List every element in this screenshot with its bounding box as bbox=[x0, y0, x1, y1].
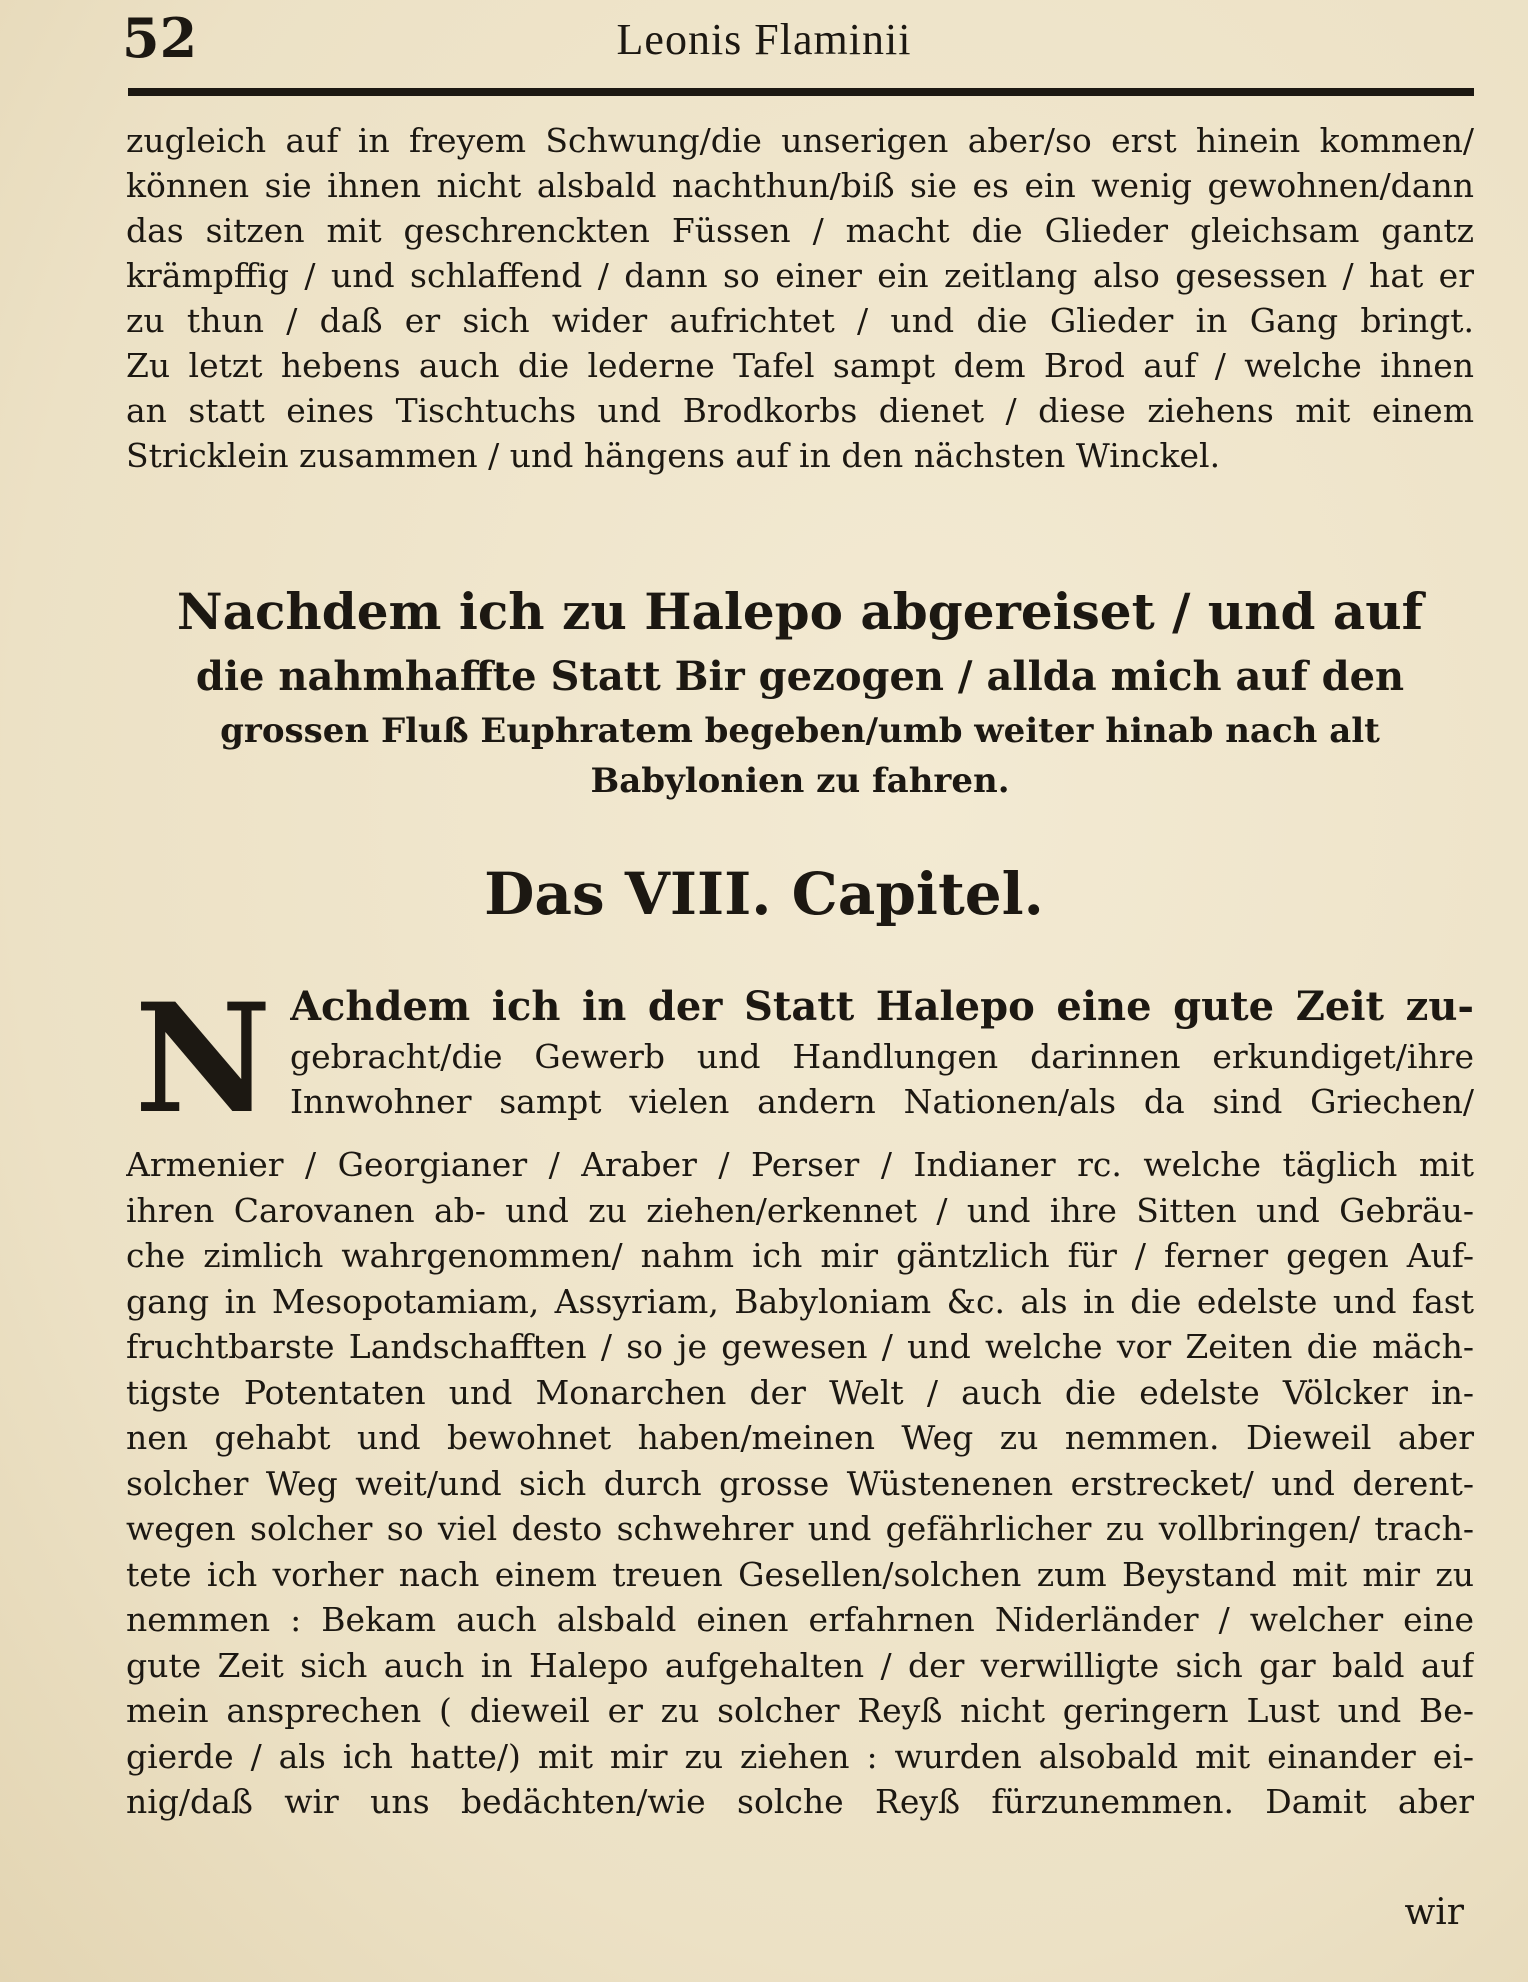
text-line: zu thun / daß er sich wider aufrichtet / und die Glieder in Gang bringt. bbox=[126, 301, 1474, 340]
decorated-initial bbox=[128, 971, 278, 1147]
text-line: zugleich auf in freyem Schwung/die unserigen aber/so erst hinein kommen/ bbox=[126, 121, 1474, 160]
lead-line: Achdem ich in der Statt Halepo eine gute Zeit zu- bbox=[290, 983, 1474, 1030]
chapter-title: Das VIII. Capitel. bbox=[484, 860, 1044, 928]
text-line: nig/daß wir uns bedächten/wie solche Reyß fürzunemmen. Damit aber bbox=[126, 1782, 1474, 1821]
text-line: nen gehabt und bewohnet haben/meinen Weg zu nemmen. Dieweil aber bbox=[126, 1418, 1474, 1457]
text-line: tete ich vorher nach einem treuen Gesellen/solchen zum Beystand mit mir zu bbox=[126, 1554, 1474, 1594]
text-line: Stricklein zusammen / und hängens auf in den nächsten Winckel. bbox=[126, 436, 1221, 475]
top-paragraph bbox=[126, 118, 1474, 478]
initial-letter: N bbox=[134, 971, 272, 1147]
section-heading-line: Nachdem ich zu Halepo abgereiset / und auf bbox=[176, 582, 1424, 641]
chapter-opening bbox=[290, 980, 1474, 1124]
text-line: gute Zeit sich auch in Halepo aufgehalten / der verwilligte sich gar bald auf bbox=[126, 1645, 1474, 1685]
text-line: das sitzen mit geschrenckten Füssen / macht die Glieder gleichsam gantz bbox=[126, 211, 1474, 250]
text-line: tigste Potentaten und Monarchen der Welt / auch die edelste Völcker in- bbox=[126, 1372, 1474, 1412]
text-line: können sie ihnen nicht alsbald nachthun/biß sie es ein wenig gewohnen/dann bbox=[126, 166, 1474, 205]
text-line: mein ansprechen ( dieweil er zu solcher Reyß nicht geringern Lust und Be- bbox=[126, 1691, 1474, 1730]
section-heading-line: die nahmhaffte Statt Bir gezogen / allda mich auf den bbox=[195, 653, 1405, 700]
page-number: 52 bbox=[122, 6, 198, 70]
text-line: an statt eines Tischtuchs und Brodkorbs dienet / diese ziehens mit einem bbox=[126, 391, 1474, 430]
section-heading-line: grossen Fluß Euphratem begeben/umb weiter hinab nach alt bbox=[220, 711, 1380, 751]
text-line: gierde / als ich hatte/) mit mir zu ziehen : wurden alsobald mit einander ei- bbox=[126, 1736, 1474, 1776]
text-line: solcher Weg weit/und sich durch grosse Wüstenenen erstrecket/ und derent- bbox=[126, 1463, 1474, 1503]
catchword: wir bbox=[1404, 1892, 1464, 1933]
section-heading bbox=[126, 576, 1474, 806]
text-line: gang in Mesopotamiam, Assyriam, Babyloniam &c. als in die edelste und fast bbox=[126, 1281, 1474, 1321]
text-line: krämpffig / und schlaffend / dann so einer ein zeitlang also gesessen / hat er bbox=[126, 256, 1474, 295]
text-line: nemmen : Bekam auch alsbald einen erfahrnen Niderländer / welcher eine bbox=[126, 1600, 1474, 1639]
section-heading-line: Babylonien zu fahren. bbox=[590, 761, 1010, 801]
chapter-body bbox=[126, 1142, 1474, 1825]
text-line: fruchtbarste Landschafften / so je gewesen / und welche vor Zeiten die mäch- bbox=[126, 1327, 1474, 1366]
running-title: Leonis Flaminii bbox=[616, 15, 912, 64]
text-line: gebracht/die Gewerb und Handlungen darinnen erkundiget/ihre bbox=[290, 1037, 1474, 1076]
text-line: che zimlich wahrgenommen/ nahm ich mir gäntzlich für / ferner gegen Auf- bbox=[126, 1236, 1474, 1275]
text-line: ihren Carovanen ab- und zu ziehen/erkennet / und ihre Sitten und Gebräu- bbox=[126, 1190, 1474, 1230]
text-line: Innwohner sampt vielen andern Nationen/als da sind Griechen/ bbox=[290, 1082, 1474, 1121]
text-line: Zu letzt hebens auch die lederne Tafel sampt dem Brod auf / welche ihnen bbox=[126, 346, 1474, 385]
header-rule bbox=[128, 88, 1474, 96]
text-line: Armenier / Georgianer / Araber / Perser / Indianer rc. welche täglich mit bbox=[126, 1145, 1474, 1184]
text-line: wegen solcher so viel desto schwehrer und gefährlicher zu vollbringen/ trach- bbox=[126, 1509, 1474, 1548]
